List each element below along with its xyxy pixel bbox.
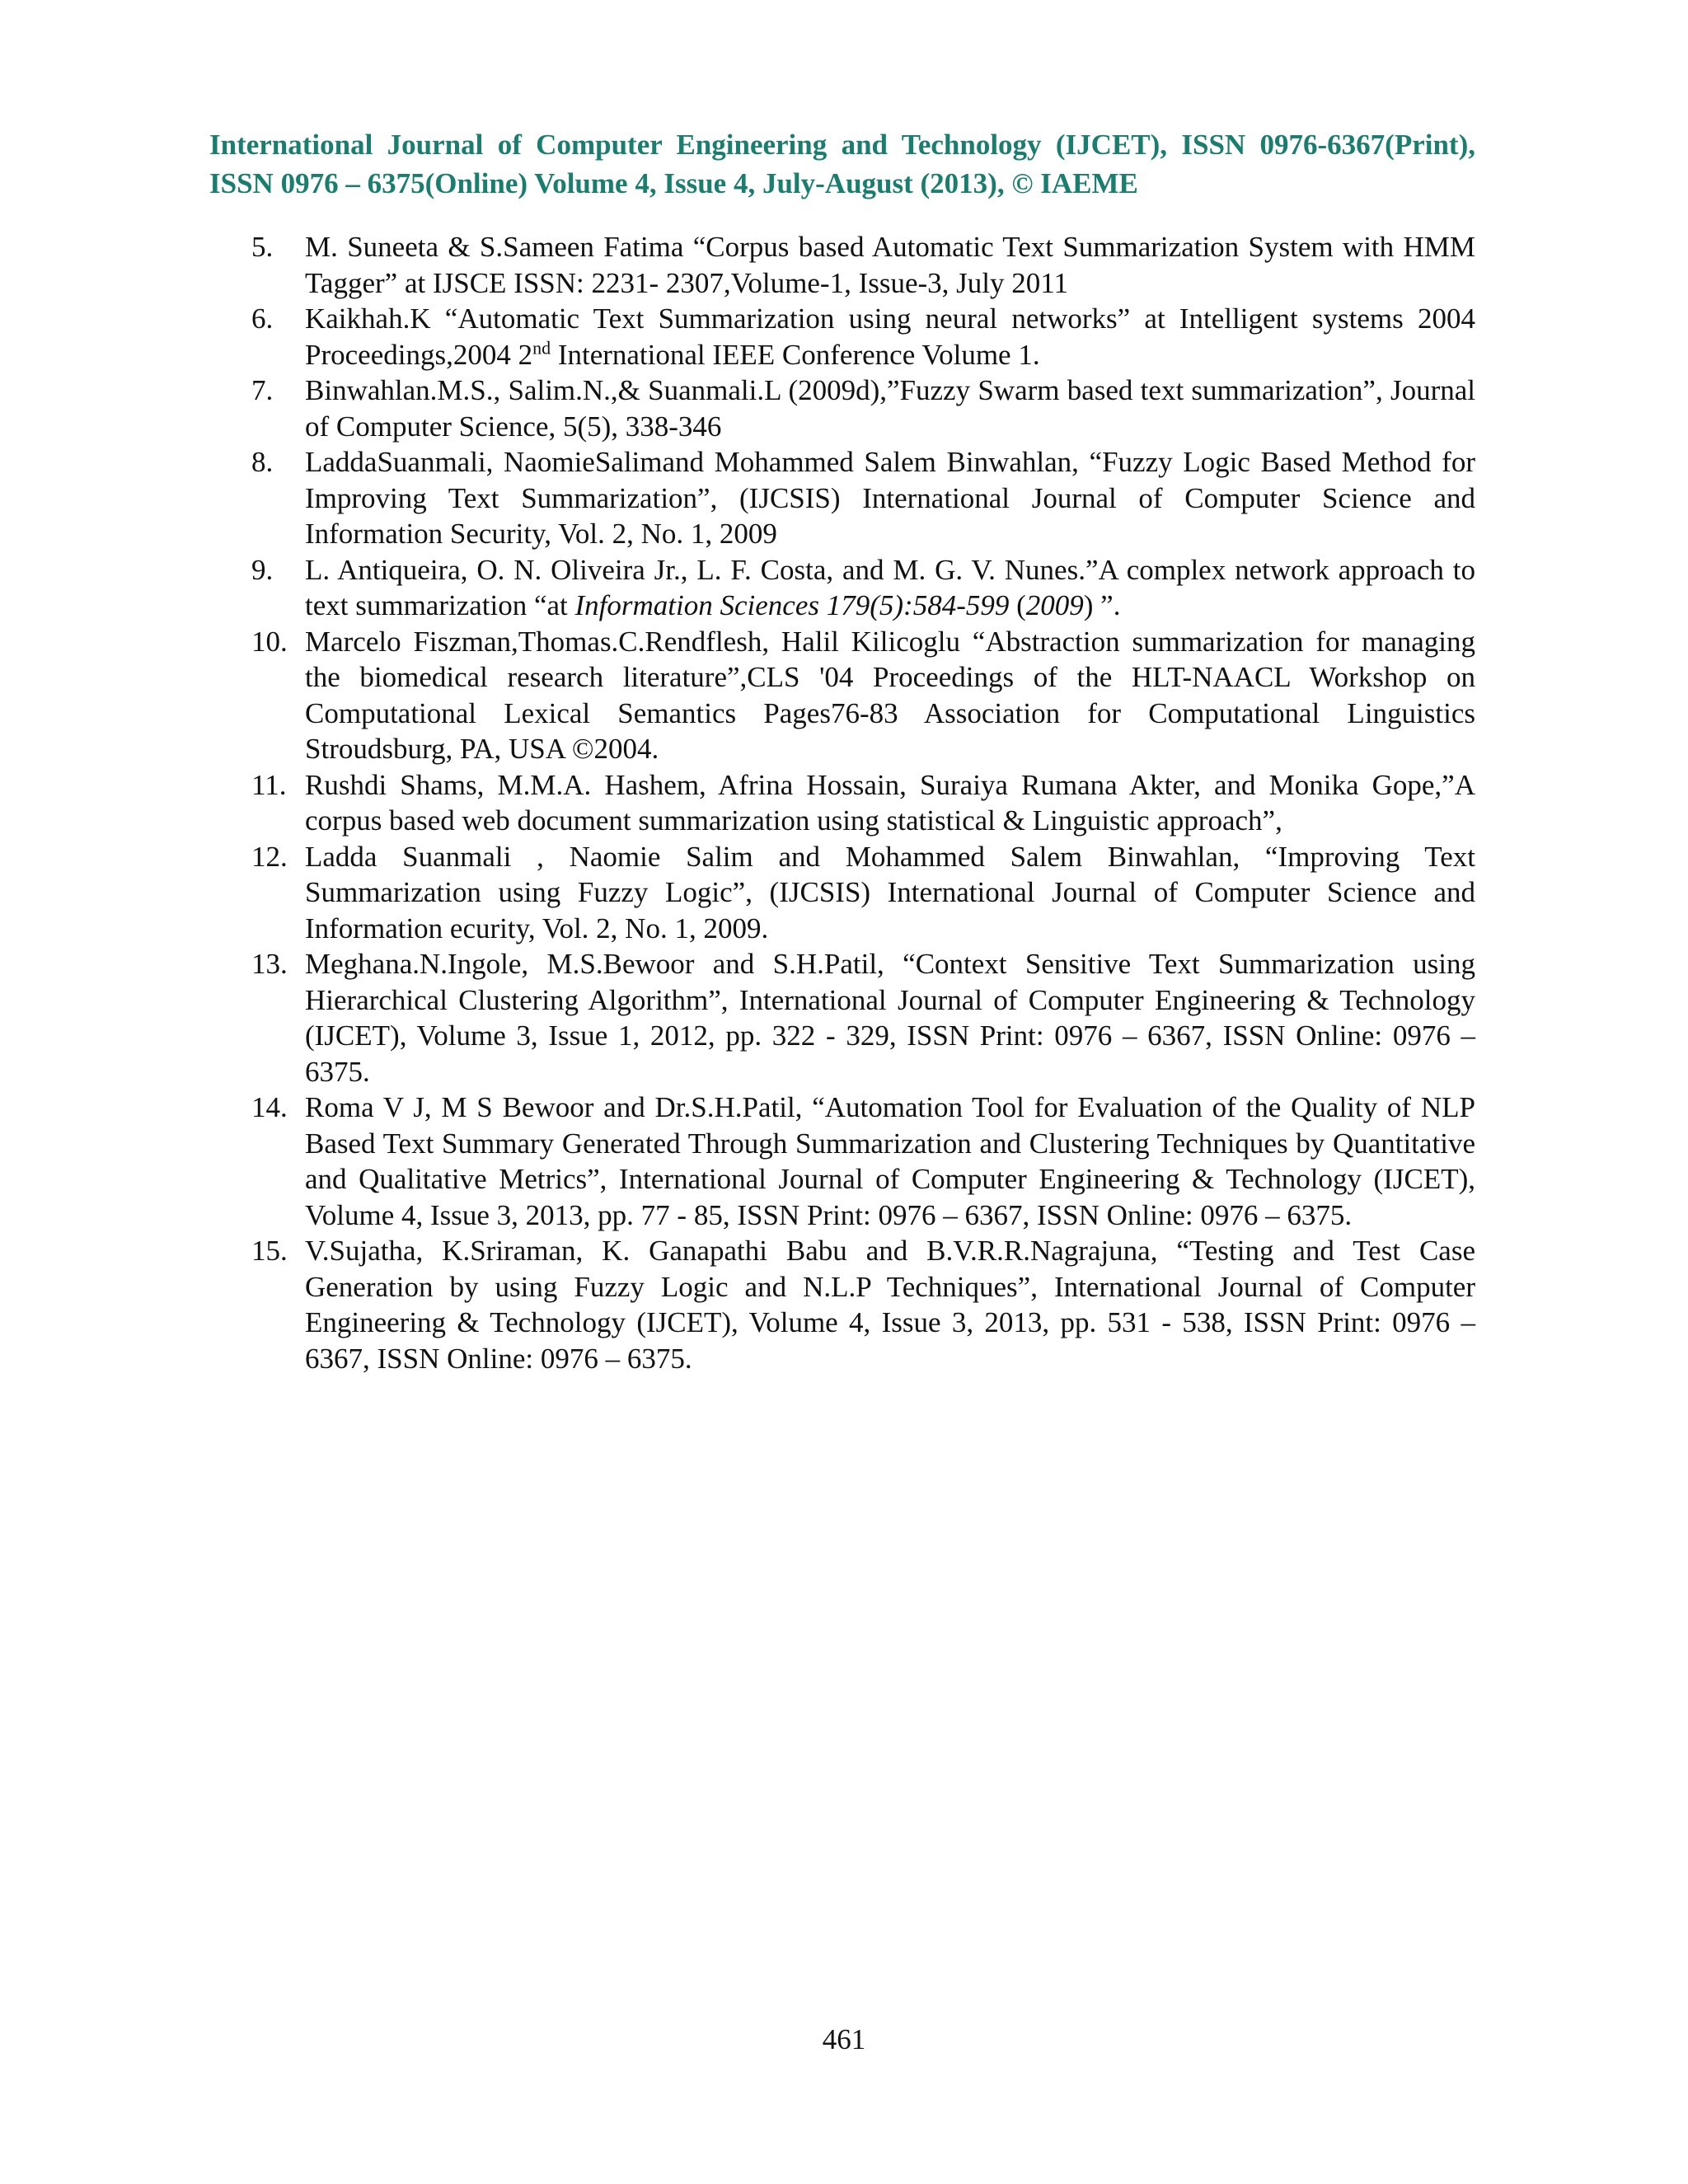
- reference-number: 8.: [251, 446, 274, 478]
- reference-number: 14.: [251, 1091, 288, 1123]
- reference-text: Roma V J, M S Bewoor and Dr.S.H.Patil, “Automation Tool for Evaluation of the Quality of NLP Based Text Summary Generated Through Summarization and Clustering Techniques by Quantitative and Qualitative Metrics”, International Journal of Computer Engineering & Technology (IJCET), Volume 4, Issue 3, 2013, pp. 77 - 85, ISSN Print: 0976 – 6367, ISSN Online: 0976 – 6375.: [305, 1091, 1475, 1231]
- reference-text: Meghana.N.Ingole, M.S.Bewoor and S.H.Patil, “Context Sensitive Text Summarization using Hierarchical Clustering Algorithm”, International Journal of Computer Engineering & Technology (IJCET), Volume 3, Issue 1, 2012, pp. 322 - 329, ISSN Print: 0976 – 6367, ISSN Online: 0976 – 6375.: [305, 948, 1475, 1088]
- reference-text: Kaikhah.K “Automatic Text Summarization using neural networks” at Intelligent systems 2004 Proceedings,2004 2: [305, 302, 1475, 371]
- reference-number: 5.: [251, 231, 274, 263]
- ordinal-superscript: nd: [532, 336, 551, 358]
- reference-number: 15.: [251, 1235, 288, 1267]
- reference-number: 11.: [251, 768, 287, 801]
- reference-item: [251, 1090, 1475, 1233]
- reference-item: [251, 301, 1475, 373]
- reference-item: [251, 1233, 1475, 1376]
- reference-text: (: [1009, 589, 1026, 621]
- reference-text: Binwahlan.M.S., Salim.N.,& Suanmali.L (2009d),”Fuzzy Swarm based text summarization”, Journal of Computer Science, 5(5), 338-346: [305, 374, 1475, 443]
- reference-item: [251, 229, 1475, 301]
- reference-text: V.Sujatha, K.Sriraman, K. Ganapathi Babu and B.V.R.R.Nagrajuna, “Testing and Test Case Generation by using Fuzzy Logic and N.L.P Techniques”, International Journal of Computer Engineering & Technology (IJCET), Volume 4, Issue 3, 2013, pp. 531 - 538, ISSN Print: 0976 – 6367, ISSN Online: 0976 – 6375.: [305, 1235, 1475, 1375]
- year-italic: 2009: [1025, 589, 1084, 621]
- reference-number: 13.: [251, 948, 288, 980]
- reference-number: 9.: [251, 553, 274, 586]
- reference-list: [251, 229, 1475, 1376]
- page-number: 461: [822, 2023, 866, 2055]
- reference-text: L. Antiqueira, O. N. Oliveira Jr., L. F. Costa, and M. G. V. Nunes.”A complex network approach to text summarization “at: [305, 553, 1475, 621]
- reference-item: [251, 444, 1475, 552]
- reference-text: International IEEE Conference Volume 1.: [551, 338, 1040, 371]
- reference-text: M. Suneeta & S.Sameen Fatima “Corpus based Automatic Text Summarization System with HMM Tagger” at IJSCE ISSN: 2231- 2307,Volume-1, Issue-3, July 2011: [305, 231, 1475, 299]
- reference-text: Rushdi Shams, M.M.A. Hashem, Afrina Hossain, Suraiya Rumana Akter, and Monika Gope,”A corpus based web document summarization using statistical & Linguistic approach”,: [305, 768, 1475, 837]
- reference-number: 7.: [251, 374, 274, 406]
- reference-item: [251, 839, 1475, 947]
- reference-text: LaddaSuanmali, NaomieSalimand Mohammed Salem Binwahlan, “Fuzzy Logic Based Method for Improving Text Summarization”, (IJCSIS) International Journal of Computer Science and Information Security, Vol. 2, No. 1, 2009: [305, 446, 1475, 550]
- reference-number: 12.: [251, 840, 288, 873]
- reference-text: Marcelo Fiszman,Thomas.C.Rendflesh, Halil Kilicoglu “Abstraction summarization for managing the biomedical research literature”,CLS '04 Proceedings of the HLT-NAACL Workshop on Computational Lexical Semantics Pages76-83 Association for Computational Linguistics Stroudsburg, PA, USA ©2004.: [305, 625, 1475, 765]
- journal-name-italic: Information Sciences 179(5):584-599: [574, 589, 1010, 621]
- reference-text: Ladda Suanmali , Naomie Salim and Mohammed Salem Binwahlan, “Improving Text Summarization using Fuzzy Logic”, (IJCSIS) International Journal of Computer Science and Information ecurity, Vol. 2, No. 1, 2009.: [305, 840, 1475, 944]
- reference-number: 10.: [251, 625, 288, 658]
- reference-text: ) ”.: [1083, 589, 1121, 621]
- reference-item: [251, 373, 1475, 444]
- reference-item: [251, 946, 1475, 1090]
- reference-item: [251, 552, 1475, 624]
- reference-item: [251, 767, 1475, 839]
- journal-header: International Journal of Computer Engineering and Technology (IJCET), ISSN 0976-6367(Print), ISSN 0976 – 6375(Online) Volume 4, Issue 4, July-August (2013), © IAEME: [209, 129, 1475, 199]
- reference-item: [251, 624, 1475, 767]
- reference-number: 6.: [251, 302, 274, 335]
